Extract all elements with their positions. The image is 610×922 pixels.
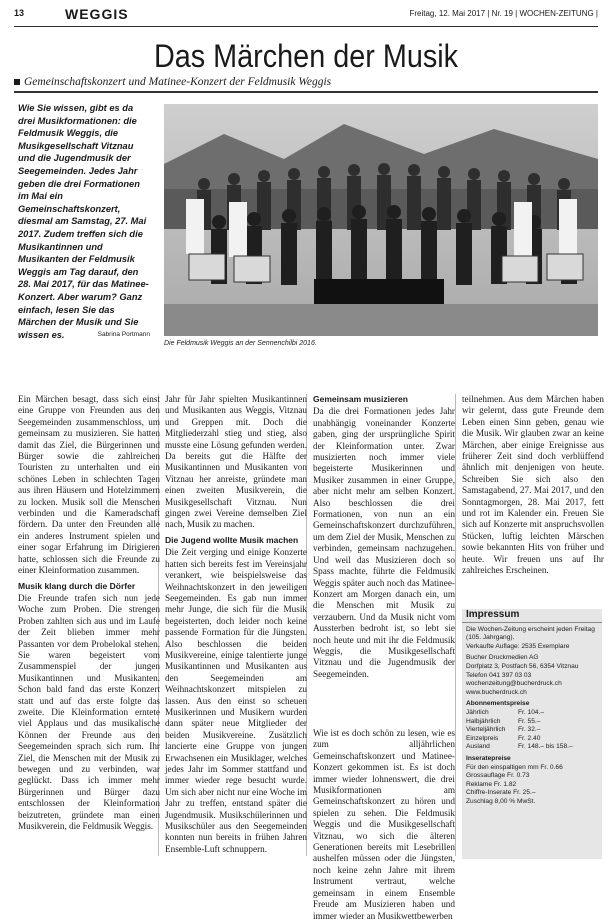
article-column-3 [313, 394, 455, 724]
price-label: Ausland [466, 743, 490, 751]
impressum-line: Bucher Druckmedien AG [466, 654, 539, 662]
price-value: Fr. 55.– [518, 717, 541, 725]
intro-body: Wie Sie wissen, gibt es da drei Musikformationen: die Feldmusik Weggis, die Musikgesellschaft Vitznau und die Jugendmusik der Seegemeinden. Jedes Jahr geben die drei Formationen im Mai ein Gemeinschaftskonzert, diesmal am Samstag, 27. Mai 2017. Zudem treffen sich die Musikantinnen und Musikanten der Feldmusik Weggis am Tag darauf, den 28. Mai 2017, für das Matinee-Konzert. Aber warum? Ganz einfach, lesen Sie das Märchen der Musik und Sie wissen es. [18, 103, 149, 340]
impressum-email[interactable]: wochenzeitung@bucherdruck.ch [466, 680, 562, 688]
price-row [466, 735, 598, 744]
paragraph: Da die drei Formationen jedes Jahr unabhängig voneinander Konzerte gaben, ging der ursprüngliche Spirit der Kleinformation unter. Zwar musizierten noch immer viele begeisterte Musikerinnen und Musiker zusammen in einer Gruppe, aber nicht mehr am selben Konzert. Also beschlossen die drei Formationen, von nun an ein Gemeinschaftskonzert durchzuführen, um dem Ziel der Musik, Menschen zu verbinden, gemeinsam nachzugehen. Und weil das Musizieren doch so Spass machte, führte die Feldmusik Weggis später auch noch das Matinee-Konzert am Morgen danach ein, um die Menschen mit Musik zu verzaubern. Und da Musik nicht vom Aussterben bedroht ist, so lebt sie noch heute und mit ihr die Feldmusik Weggis, die Musikgesellschaft Vitznau und die Jugendmusik der Seegemeinden. [313, 406, 455, 679]
article-column-3-continued [313, 728, 455, 921]
paragraph: Ein Märchen besagt, dass sich einst eine Gruppe von Freunden aus den Seegemeinden zusammenschloss, um gemeinsam zu musizieren. Sie hatten damit das Ziel, die Bürgerinnen und Bürger sowie die zahlreichen Touristen zu unterhalten und ein schönes Leben in schlechten Tagen aus ihren Häusern und Hotelzimmern zu locken. Musik soll die Menschen verbinden und die Kameradschaft fördern. Da unter den Freunden alle ein anderes Instrument spielen und einer sogar Erfahrung im Dirigieren hatte, schlossen sich die Freunde zu einer Kleinformation zusammen. [18, 394, 160, 576]
square-bullet-icon [14, 79, 20, 85]
impressum-title: Impressum [462, 609, 602, 623]
section-title: WEGGIS [65, 6, 129, 22]
subheading: Gemeinsam musizieren [313, 394, 408, 404]
article-column-4 [462, 394, 604, 576]
subheading: Musik klang durch die Dörfer [18, 580, 136, 591]
intro-text [18, 102, 150, 372]
headline: Das Märchen der Musik [153, 38, 459, 74]
price-label: Jährlich [466, 708, 489, 716]
ins-line: Zuschlag 8,00 % MwSt. [466, 797, 536, 805]
impressum-line: Die Wochen-Zeitung erscheint jeden Freitag [466, 625, 595, 633]
paragraph: Jahr für Jahr spielten Musikantinnen und Musikanten aus Weggis, Vitznau und Greppen mit. Doch die Mitgliederzahl stieg und stieg, also musste eine Lösung gefunden werden. Da bereits gut die Hälfte der Musikantinnen und Musikanten von Vitznau her anreiste, gründete man einen zweiten Musikverein, die Musikgesellschaft Vitznau. Nun gingen zwei Vereine demselben Ziel nach, Musik zu machen. [165, 394, 307, 530]
price-row [466, 743, 598, 752]
price-row [466, 726, 598, 735]
price-label: Vierteljährlich [466, 726, 506, 734]
photo-caption: Die Feldmusik Weggis an der Sennenchilbi 2016. [164, 340, 317, 347]
subtitle-text: Gemeinschaftskonzert und Matinee-Konzert der Feldmusik Weggis [24, 76, 332, 88]
ins-line: Für den einspaltigen mm Fr. 0.66 [466, 763, 563, 771]
ins-line: Chiffre-Inserate Fr. 25.– [466, 789, 536, 797]
subtitle [14, 76, 598, 93]
impressum-box [462, 609, 602, 859]
impressum-website[interactable]: www.bucherdruck.ch [466, 688, 527, 696]
price-label: Einzelpreis [466, 734, 499, 742]
impressum-line: Verkaufte Auflage: 2535 Exemplare [466, 642, 570, 650]
author: Sabrina Portmann [97, 330, 150, 338]
impressum-line: (105. Jahrgang). [466, 634, 515, 642]
paragraph: teilnehmen. Aus dem Märchen haben wir gelernt, dass gute Freunde dem Leben einen Sinn geben, genau wie die Musik. Wir glauben zwar an keine Märchen, aber einige Ereignisse aus früherer Zeit sind doch verblüffend ähnlich mit denjenigen von heute. Schreiben Sie sich also den Samstagabend, 27. Mai 2017, und den Sonntagmorgen, 28. Mai 2017, fett und rot im Kalender ein. Freuen Sie sich auf Konzerte mit anspruchsvollen Stücken, luftig leichten Märschen sowie bekannten Hits von früher und heute. Wir freuen uns auf Ihr zahlreiches Erscheinen. [462, 394, 604, 576]
issue-line: Freitag, 12. Mai 2017 | Nr. 19 | WOCHEN-ZEITUNG | [409, 9, 598, 18]
article-column-1 [18, 394, 160, 858]
price-value: Fr. 104.– [518, 708, 545, 716]
paragraph: Wie ist es doch schön zu lesen, wie es zum alljährlichen Gemeinschaftskonzert und Matinee-Konzert gekommen ist. Es ist doch immer wieder lohnenswert, die drei Musikformationen am Gemeinschaftskonzert zu hören und spielen zu sehen. Die Feldmusik Weggis und die Musikgesellschaft Vitznau, wo sich die älteren Generationen bereits mit Lesebrillen aushelfen müssen oder die Jüngsten, noch keine zehn Jahre mit ihrem Instrument vertraut, welche gemeinsam in einem Ensemble Freude am Musizieren haben und immer wieder an Musikwettbewerben [313, 728, 455, 921]
subheading: Die Jugend wollte Musik machen [165, 534, 299, 545]
ins-title: Inseratepreise [466, 754, 511, 762]
price-value: Fr. 2.40 [518, 734, 541, 742]
band-photo [164, 104, 598, 336]
page-header [14, 6, 598, 27]
band-photo-illustration [164, 104, 598, 336]
impressum-line: Dorfplatz 3, Postfach 56, 6354 Vitznau [466, 662, 579, 670]
price-value: Fr. 32.– [518, 726, 541, 734]
price-value: Fr. 148.– bis 158.– [518, 743, 573, 751]
impressum-line: Telefon 041 397 03 03 [466, 671, 532, 679]
price-row [466, 709, 598, 718]
paragraph: Die Freunde trafen sich nun jede Woche zum Proben. Die strengen Proben zahlten sich aus und im Laufe der Zeit blieben immer mehr Passanten vor dem Probelokal stehen. Sie waren begeistert vom Zusammenspiel der jungen Musikantinnen und Musikanten. Schon bald fand das erste Konzert statt und auf das erste folgte das zweite. Die Kleinformation erntete viel Applaus und das musikalische Können der Freunde aus den Seegemeinden sprach sich rum. Ihr Ziel, die Menschen mit der Musik zu bewegen und zu verbinden, war geglückt. Dass ich immer mehr Bürgerinnen und Bürger dazu entschlossen der Kleinformation beizutreten, gründete man einen Musikverein, die Feldmusik Weggis. [18, 592, 160, 832]
article-column-2 [165, 394, 307, 858]
price-row [466, 718, 598, 727]
ins-line: Reklame Fr. 1.82 [466, 780, 517, 788]
paragraph: Die Zeit verging und einige Konzerte hatten sich bereits fest im Vereinsjahr verankert, wie beispielsweise das Weihnachtskonzert in den jeweiligen Seegemeinden. Es gab nun immer mehr Junge, die sich für die Musik begeisterten, doch leider noch keine passende Formation für die Jüngsten. Also beschlossen die beiden Musikvereine, einige talentierte junge Musikantinnen und Musikanten aus den Seegemeinden am Weihnachtskonzert mitspielen zu lassen. Aus den einst so scheuen Musikerinnen und Musikern wurden dann später neue Mitglieder der beiden Musikvereine. Zusätzlich lancierte eine Gruppe von jungen Erwachsenen ein Musiklager, welches jedes Jahr im Sommer stattfand und immer wieder rege besucht wurde. Um sich aber nicht nur eine Woche im Jahr zu treffen, entstand später die Jugendmusik. Musikschülerinnen und Musikschüler aus den Seegemeinden konnten nun bereits in frühen Jahren Ensemble-Luft schnuppern. [165, 547, 307, 854]
price-label: Halbjährlich [466, 717, 501, 725]
ins-line: Grossauflage Fr. 0.73 [466, 772, 530, 780]
page-number: 13 [14, 8, 25, 18]
column-divider [455, 394, 456, 856]
abo-title: Abonnementspreise [466, 700, 530, 708]
